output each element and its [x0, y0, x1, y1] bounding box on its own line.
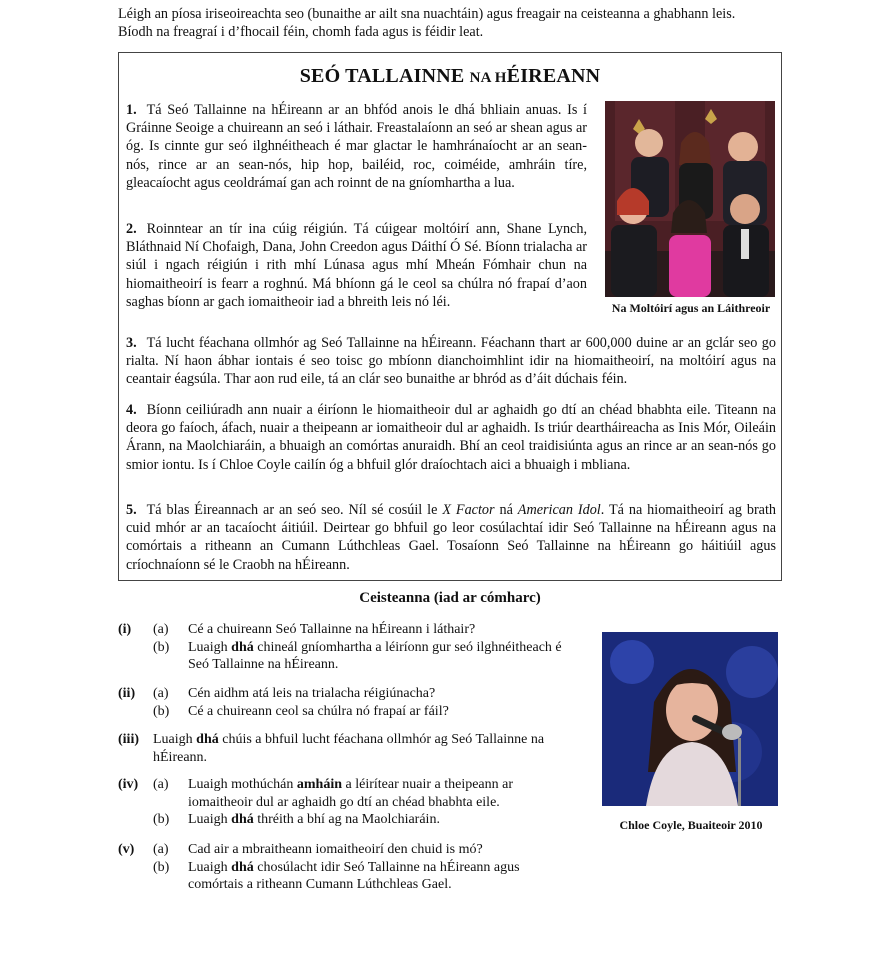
article-box [118, 52, 782, 581]
winner-photo-caption: Chloe Coyle, Buaiteoir 2010 [619, 818, 763, 832]
question-i: (i) (a) Cé a chuireann Seó Tallainne na hÉireann i láthair? (b) Luaigh dhá chineál gníomhartha a léiríonn gur seó ilghnéitheach é Seó Tallainne na hÉireann. [118, 622, 562, 672]
judges-photo-caption: Na Moltóirí agus an Láithreoir [611, 301, 771, 315]
article-title: SEÓ TALLAINNE NA HÉIREANN [299, 65, 601, 87]
question-iii: (iii) Luaigh dhá chúis a bhfuil lucht féachana ollmhór ag Seó Tallainne na hÉireann. [118, 732, 545, 765]
paragraph-5: 5. Tá blas Éireannach ar an seó seo. Níl sé cosúil le X Factor ná American Idol. Tá na hiomaitheoirí ag brath cuid mhór ar an tacaíocht áitiúil. Deirtear go bhfuil go leor cosúlachtaí idir Seó Tallainne na hÉireann agus na comórtais a ritheann an Cumann Lúthchleas Gael. Tosaíonn Seó Tallainne na hÉireann go háitiúil agus críochnaíonn sé le Craobh na hÉireann. [126, 502, 777, 573]
judges-photo [605, 101, 775, 297]
question-iv: (iv) (a) Luaigh mothúchán amháin a léirítear nuair a theipeann ar iomaitheoir dul ar aghaidh go dtí an chéad bhabhta eile. (b) Luaigh dhá thréith a bhí ag na Maolchiaráin. [118, 777, 514, 827]
paragraph-2: 2. Roinntear an tír ina cúig réigiún. Tá cúigear moltóirí ann, Shane Lynch, Bláthnaid Ní Chofaigh, Dana, John Creedon agus Dáithí Ó Sé. Bíonn trialacha ar siúl i ngach réigiún i rith mhí Lúnasa agus mhí Mheán Fómhair chun na hiomaitheoirí is fearr a roghnú. Má bhíonn gá le ceol sa chúlra nó frapaí d’aon saghas bíonn ar gach iomaitheoir iad a bhreith leis nó léi. [126, 221, 587, 310]
paragraph-1: 1. Tá Seó Tallainne na hÉireann ar an bhfód anois le dhá bhliain anuas. Is í Gráinne Seoige a chuireann an seó i láthair. Freastalaíonn an seó ar shean agus ar óg. Is cinnte gur seó ilghnéitheach é mar glactar le hamhránaíocht ar an sean-nós, rince ar an sean-nós, hip hop, bailéid, roc, coiméide, amhráin tíre, gleacaíocht agus ceoldrámaí gan ach roinnt de na gníomhartha a lua. [126, 102, 587, 191]
paragraph-3: 3. Tá lucht féachana ollmhór ag Seó Tallainne na hÉireann. Féachann thart ar 600,000 duine ar an gclár seo go rialta. Ní haon ábhar iontais é seo toisc go mbíonn dianchoimhlint idir na hiomaitheoirí, na moltóirí agus na ceantair éagsúla. Thar aon rud eile, tá an clár seo bunaithe ar bhród as d’áit dúchais féin. [126, 335, 776, 388]
question-v: (v) (a) Cad air a mbraitheann iomaitheoirí den chuid is mó? (b) Luaigh dhá chosúlacht idir Seó Tallainne na hÉireann agus comórtais a ritheann Cumann Lúthchleas Gael. [118, 842, 520, 892]
instructions-line-2: Bíodh na freagraí i d’fhocail féin, chomh fada agus is féidir leat. [118, 24, 484, 40]
instructions [118, 5, 798, 41]
questions-heading: Ceisteanna (iad ar cómharc) [359, 590, 541, 606]
winner-photo [602, 632, 778, 806]
instructions-line-1: Léigh an píosa iriseoireachta seo (bunaithe ar ailt sna nuachtáin) agus freagair na ceisteanna a ghabhann leis. [118, 6, 736, 22]
question-ii: (ii) (a) Cén aidhm atá leis na trialacha réigiúnacha? (b) Cé a chuireann ceol sa chúlra nó frapaí ar fáil? [118, 686, 449, 719]
paragraph-4: 4. Bíonn ceiliúradh ann nuair a éiríonn le hiomaitheoir dul ar aghaidh go dtí an chéad bhabhta eile. Titeann na deora go faíoch, áfach, nuair a theipeann ar iomaitheoir dul ar aghaidh. Is triúr deartháireacha as Inis Mór, Oileáin Árann, na Maolchiaráin, a bhuaigh an comórtas anuraidh. Bhí an ceol traidisiúnta agus an rince ar an sean-nós go smior iontu. Is í Chloe Coyle cailín óg a bhfuil glór draíochtach aici a bhuaigh i mbliana. [126, 402, 776, 473]
